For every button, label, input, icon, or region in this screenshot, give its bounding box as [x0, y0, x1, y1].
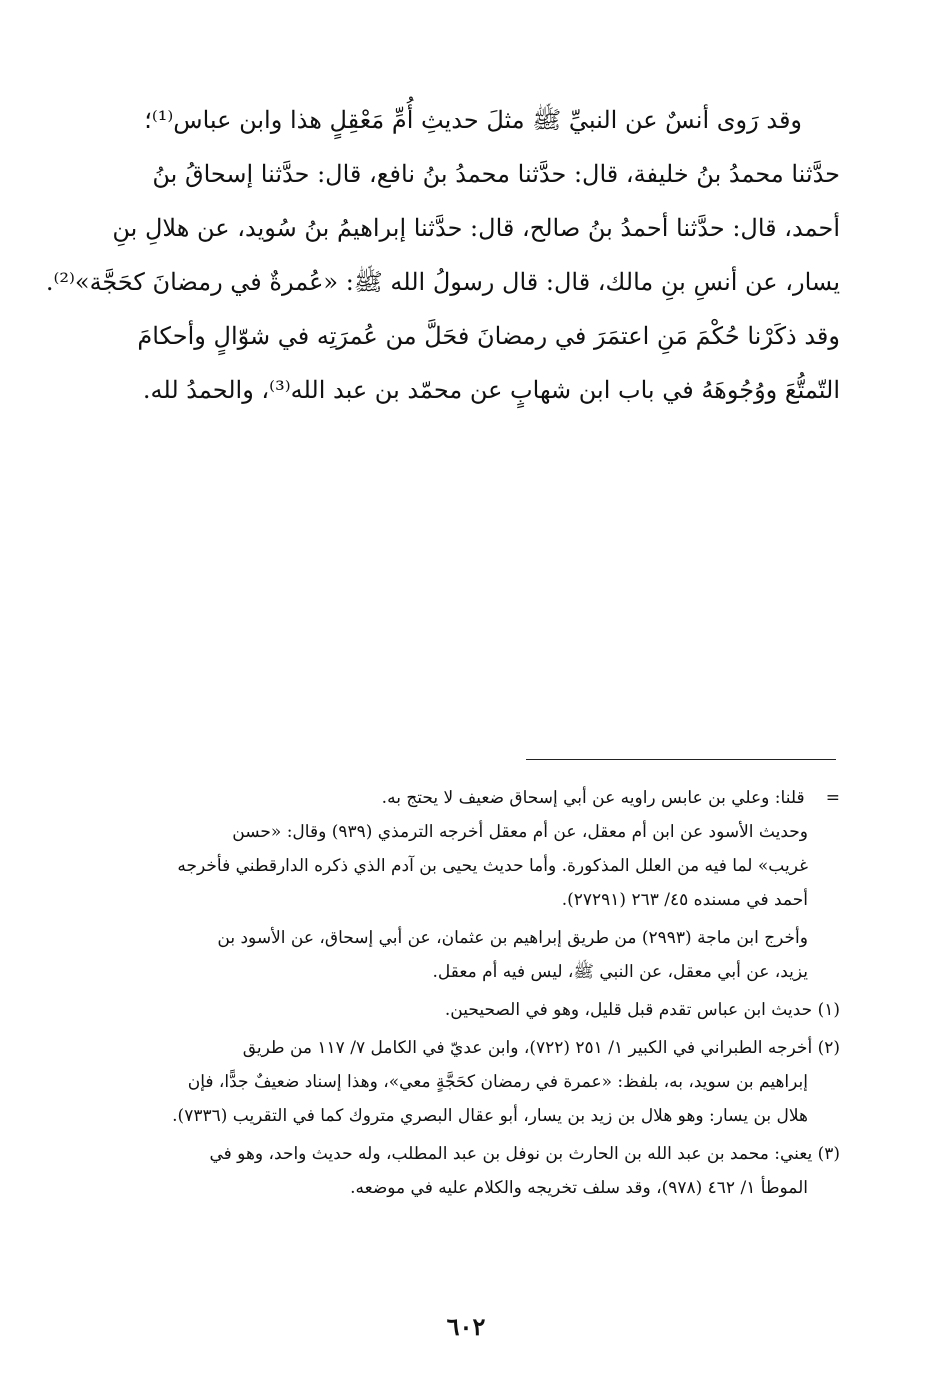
footnotes — [96, 781, 840, 1205]
footnote-line: وأخرج ابن ماجة (٢٩٩٣) من طريق إبراهيم بن عثمان، عن أبي إسحاق، عن الأسود بن — [217, 928, 808, 948]
footnote-separator — [526, 759, 836, 760]
footnote-text: قلنا: وعلي بن عابس راويه عن أبي إسحاق ضعيف لا يحتج به. — [381, 788, 805, 808]
footnote-1: (١) حديث ابن عباس تقدم قبل قليل، وهو في الصحيحين. — [444, 1000, 840, 1020]
main-text-line: أحمد، قال: حدَّثنا أحمدُ بنُ صالح، قال: حدَّثنا إبراهيمُ بنُ سُويد، عن هلالِ بنِ — [112, 214, 840, 242]
footnote-line: أحمد في مسنده ٤٥/ ٢٦٣ (٢٧٢٩١). — [561, 890, 808, 910]
footnote-line: هلال بن يسار: وهو هلال بن زيد بن يسار، أبو عقال البصري متروك كما في التقريب (٧٣٣٦). — [172, 1106, 808, 1126]
footnote-line: الموطأ ١/ ٤٦٢ (٩٧٨)، وقد سلف تخريجه والكلام عليه في موضعه. — [350, 1178, 808, 1198]
page-number: ٦٠٢ — [446, 1312, 486, 1341]
footnote-line: وحديث الأسود عن ابن أم معقل، عن أم معقل أخرجه الترمذي (٩٣٩) وقال: «حسن — [232, 822, 808, 842]
main-text — [45, 93, 840, 417]
main-text-line: وقد ذكَرْنا حُكْمَ مَنِ اعتمَرَ في رمضانَ فحَلَّ من عُمرَتِه في شوّالٍ وأحكامَ — [137, 322, 840, 350]
footnote-3: (٣) يعني: محمد بن عبد الله بن الحارث بن نوفل بن عبد المطلب، وله حديث واحد، وهو في — [209, 1144, 840, 1164]
footnote-line: يزيد، عن أبي معقل، عن النبي ﷺ، ليس فيه أم معقل. — [432, 962, 808, 982]
footnote-2: (٢) أخرجه الطبراني في الكبير ١/ ٢٥١ (٧٢٢)، وابن عديّ في الكامل ٧/ ١١٧ من طريق — [242, 1038, 840, 1058]
main-text-line: يسار، عن أنسِ بنِ مالك، قال: قال رسولُ الله ﷺ: «عُمرةٌ في رمضانَ كحَجَّة»⁽²⁾. — [45, 268, 840, 296]
footnote-continuation — [96, 781, 840, 815]
main-text-line: وقد رَوى أنسٌ عن النبيِّ ﷺ مثلَ حديثِ أُمِّ مَعْقِلٍ هذا وابن عباس⁽¹⁾؛ — [144, 106, 802, 134]
footnote-line: غريب» لما فيه من العلل المذكورة. وأما حديث يحيى بن آدم الذي ذكره الدارقطني فأخرجه — [177, 856, 808, 876]
continuation-marker: = — [825, 788, 840, 808]
main-text-line: التّمتُّعَ ووُجُوهَهُ في باب ابن شهابٍ عن محمّد بن عبد الله⁽³⁾، والحمدُ لله. — [142, 376, 840, 404]
main-text-line: حدَّثنا محمدُ بنُ خليفة، قال: حدَّثنا محمدُ بنُ نافع، قال: حدَّثنا إسحاقُ بنُ — [152, 160, 840, 188]
footnote-line: إبراهيم بن سويد، به، بلفظ: «عمرة في رمضان كحَجَّةٍ معي»، وهذا إسناد ضعيفٌ جدًّا، فإن — [187, 1072, 808, 1092]
